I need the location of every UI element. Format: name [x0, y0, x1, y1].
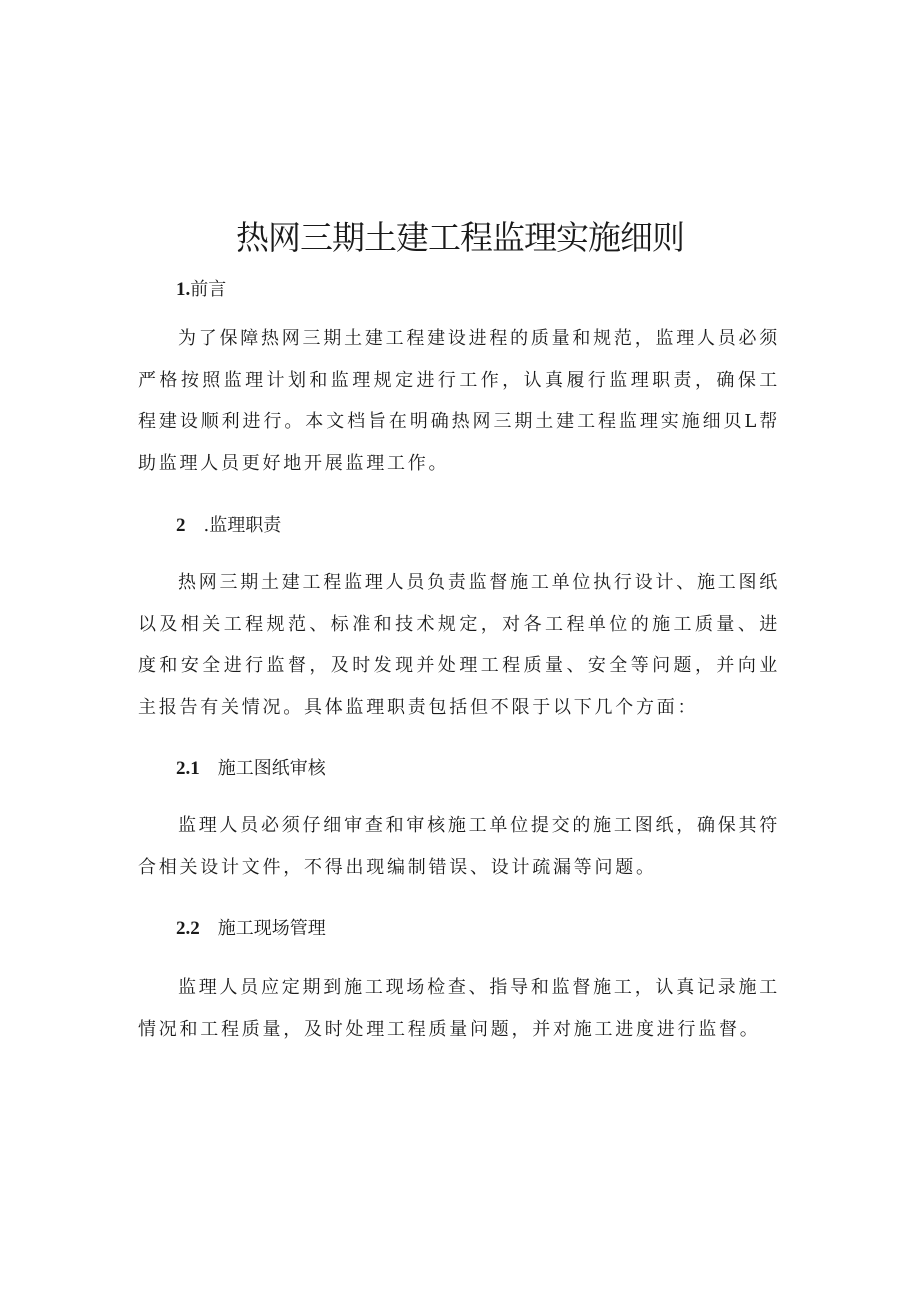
section-paragraph-1: 为了保障热网三期土建工程建设进程的质量和规范，监理人员必须严格按照监理计划和监理规定进行工作，认真履行监理职责，确保工程建设顺利进行。本文档旨在明确热网三期土建工程监理实施细贝L帮助监理人员更好地开展监理工作。: [138, 328, 780, 474]
document-title: 热网三期土建工程监理实施细则: [236, 218, 684, 257]
section-heading-1: [176, 276, 226, 304]
section-heading-2-2: [176, 915, 326, 943]
section-heading-2: [176, 512, 281, 540]
section-title: 施工现场管理: [217, 918, 326, 939]
section-title: 前言: [190, 279, 227, 300]
section-paragraph-2-1: 监理人员必须仔细审查和审核施工单位提交的施工图纸，确保其符合相关设计文件，不得出现编制错误、设计疏漏等问题。: [138, 815, 780, 878]
section-number: 2.1: [176, 758, 200, 779]
section-number: 2.2: [176, 918, 200, 939]
section-title: .监理职责: [203, 515, 282, 536]
section-paragraph-2-2: 监理人员应定期到施工现场检查、指导和监督施工，认真记录施工情况和工程质量，及时处理工程质量问题，并对施工进度进行监督。: [138, 977, 780, 1040]
section-title: 施工图纸审核: [217, 758, 326, 779]
section-heading-2-1: [176, 755, 326, 783]
section-paragraph-2: 热网三期土建工程监理人员负责监督施工单位执行设计、施工图纸以及相关工程规范、标准和技术规定，对各工程单位的施工质量、进度和安全进行监督，及时发现并处理工程质量、安全等问题，并向业主报告有关情况。具体监理职责包括但不限于以下几个方面：: [138, 572, 780, 718]
section-number: 2: [176, 515, 186, 536]
section-number: 1.: [176, 279, 191, 300]
